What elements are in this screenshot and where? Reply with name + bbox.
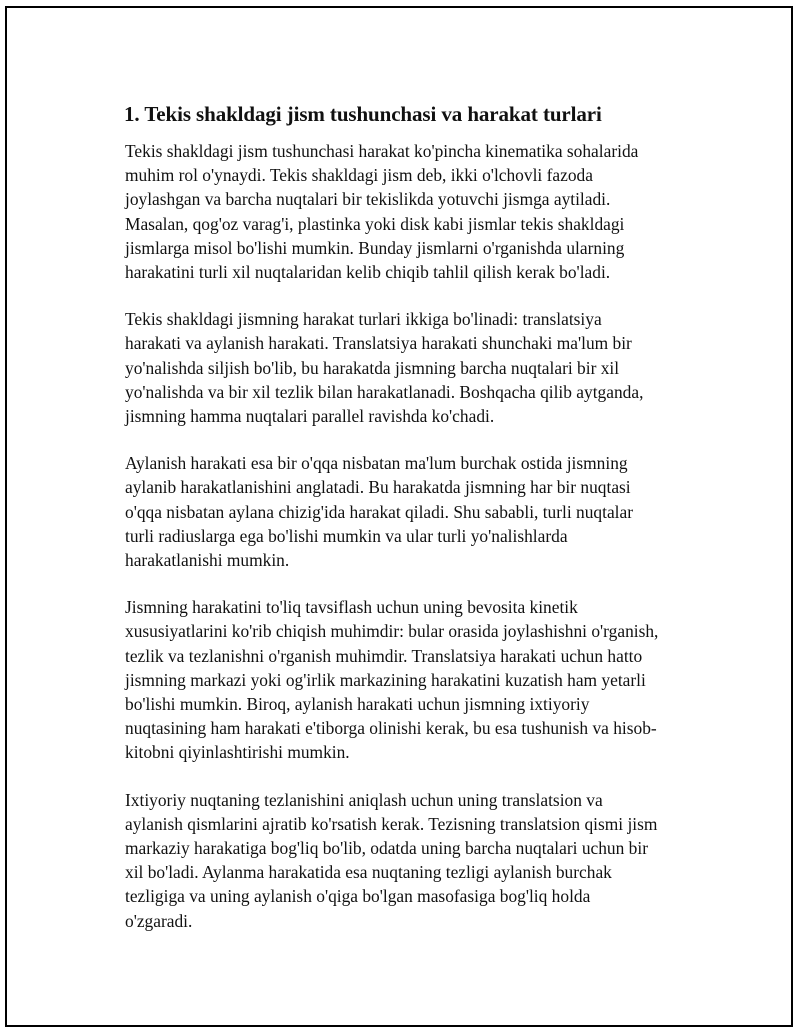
paragraph-1: Tekis shakldagi jism tushunchasi harakat ko'pincha kinematika sohalarida muhim rol o'ynaydi. Tekis shakldagi jism deb, ikki o'lchovli fazoda joylashgan va barcha nuqtalari bir tekislikda yotuvchi jismga aytiladi. Masalan, qog'oz varag'i, plastinka yoki disk kabi jismlar tekis shakldagi jismlarga misol bo'lishi mumkin. Bunday jismlarni o'rganishda ularning harakatini turli xil nuqtalaridan kelib chiqib tahlil qilish kerak bo'ladi.: [125, 141, 639, 283]
paragraph-5: Ixtiyoriy nuqtaning tezlanishini aniqlash uchun uning translatsion va aylanish qismlarini ajratib ko'rsatish kerak. Tezisning translatsion qismi jism markaziy harakatiga bog'liq bo'lib, odatda uning barcha nuqtalari uchun bir xil bo'ladi. Aylanma harakatida esa nuqtaning tezligi aylanish burchak tezligiga va uning aylanish o'qiga bo'lgan masofasiga bog'liq holda o'zgaradi.: [125, 789, 658, 931]
paragraph-3: Aylanish harakati esa bir o'qqa nisbatan ma'lum burchak ostida jismning aylanib harakatlanishini anglatadi. Bu harakatda jismning har bir nuqtasi o'qqa nisbatan aylana chizig'ida harakat qiladi. Shu sababli, turli nuqtalar turli radiuslarga ega bo'lishi mumkin va ular turli yo'nalishlarda harakatlanishi mumkin.: [125, 453, 634, 571]
page-border: [5, 6, 793, 1027]
section-heading: 1. Tekis shakldagi jism tushunchasi va harakat turlari: [124, 102, 602, 126]
paragraph-2: Tekis shakldagi jismning harakat turlari ikkiga bo'linadi: translatsiya harakati va aylanish harakati. Translatsiya harakati shunchaki ma'lum bir yo'nalishda siljish bo'lib, bu harakatda jismning barcha nuqtalari bir xil yo'nalishda va bir xil tezlik bilan harakatlanadi. Boshqacha qilib aytganda, jismning hamma nuqtalari parallel ravishda ko'chadi.: [125, 309, 644, 427]
paragraph-4: Jismning harakatini to'liq tavsiflash uchun uning bevosita kinetik xususiyatlarini ko'rib chiqish muhimdir: bular orasida joylashishni o'rganish, tezlik va tezlanishni o'rganish muhimdir. Translatsiya harakati uchun hatto jismning markazi yoki og'irlik markazining harakatini kuzatish ham yetarli bo'lishi mumkin. Biroq, aylanish harakati uchun jismning ixtiyoriy nuqtasining ham harakati e'tiborga olinishi kerak, bu esa tushunish va hisob- kitobni qiyinlashtirishi mumkin.: [125, 597, 659, 763]
document-body: [119, 100, 694, 956]
